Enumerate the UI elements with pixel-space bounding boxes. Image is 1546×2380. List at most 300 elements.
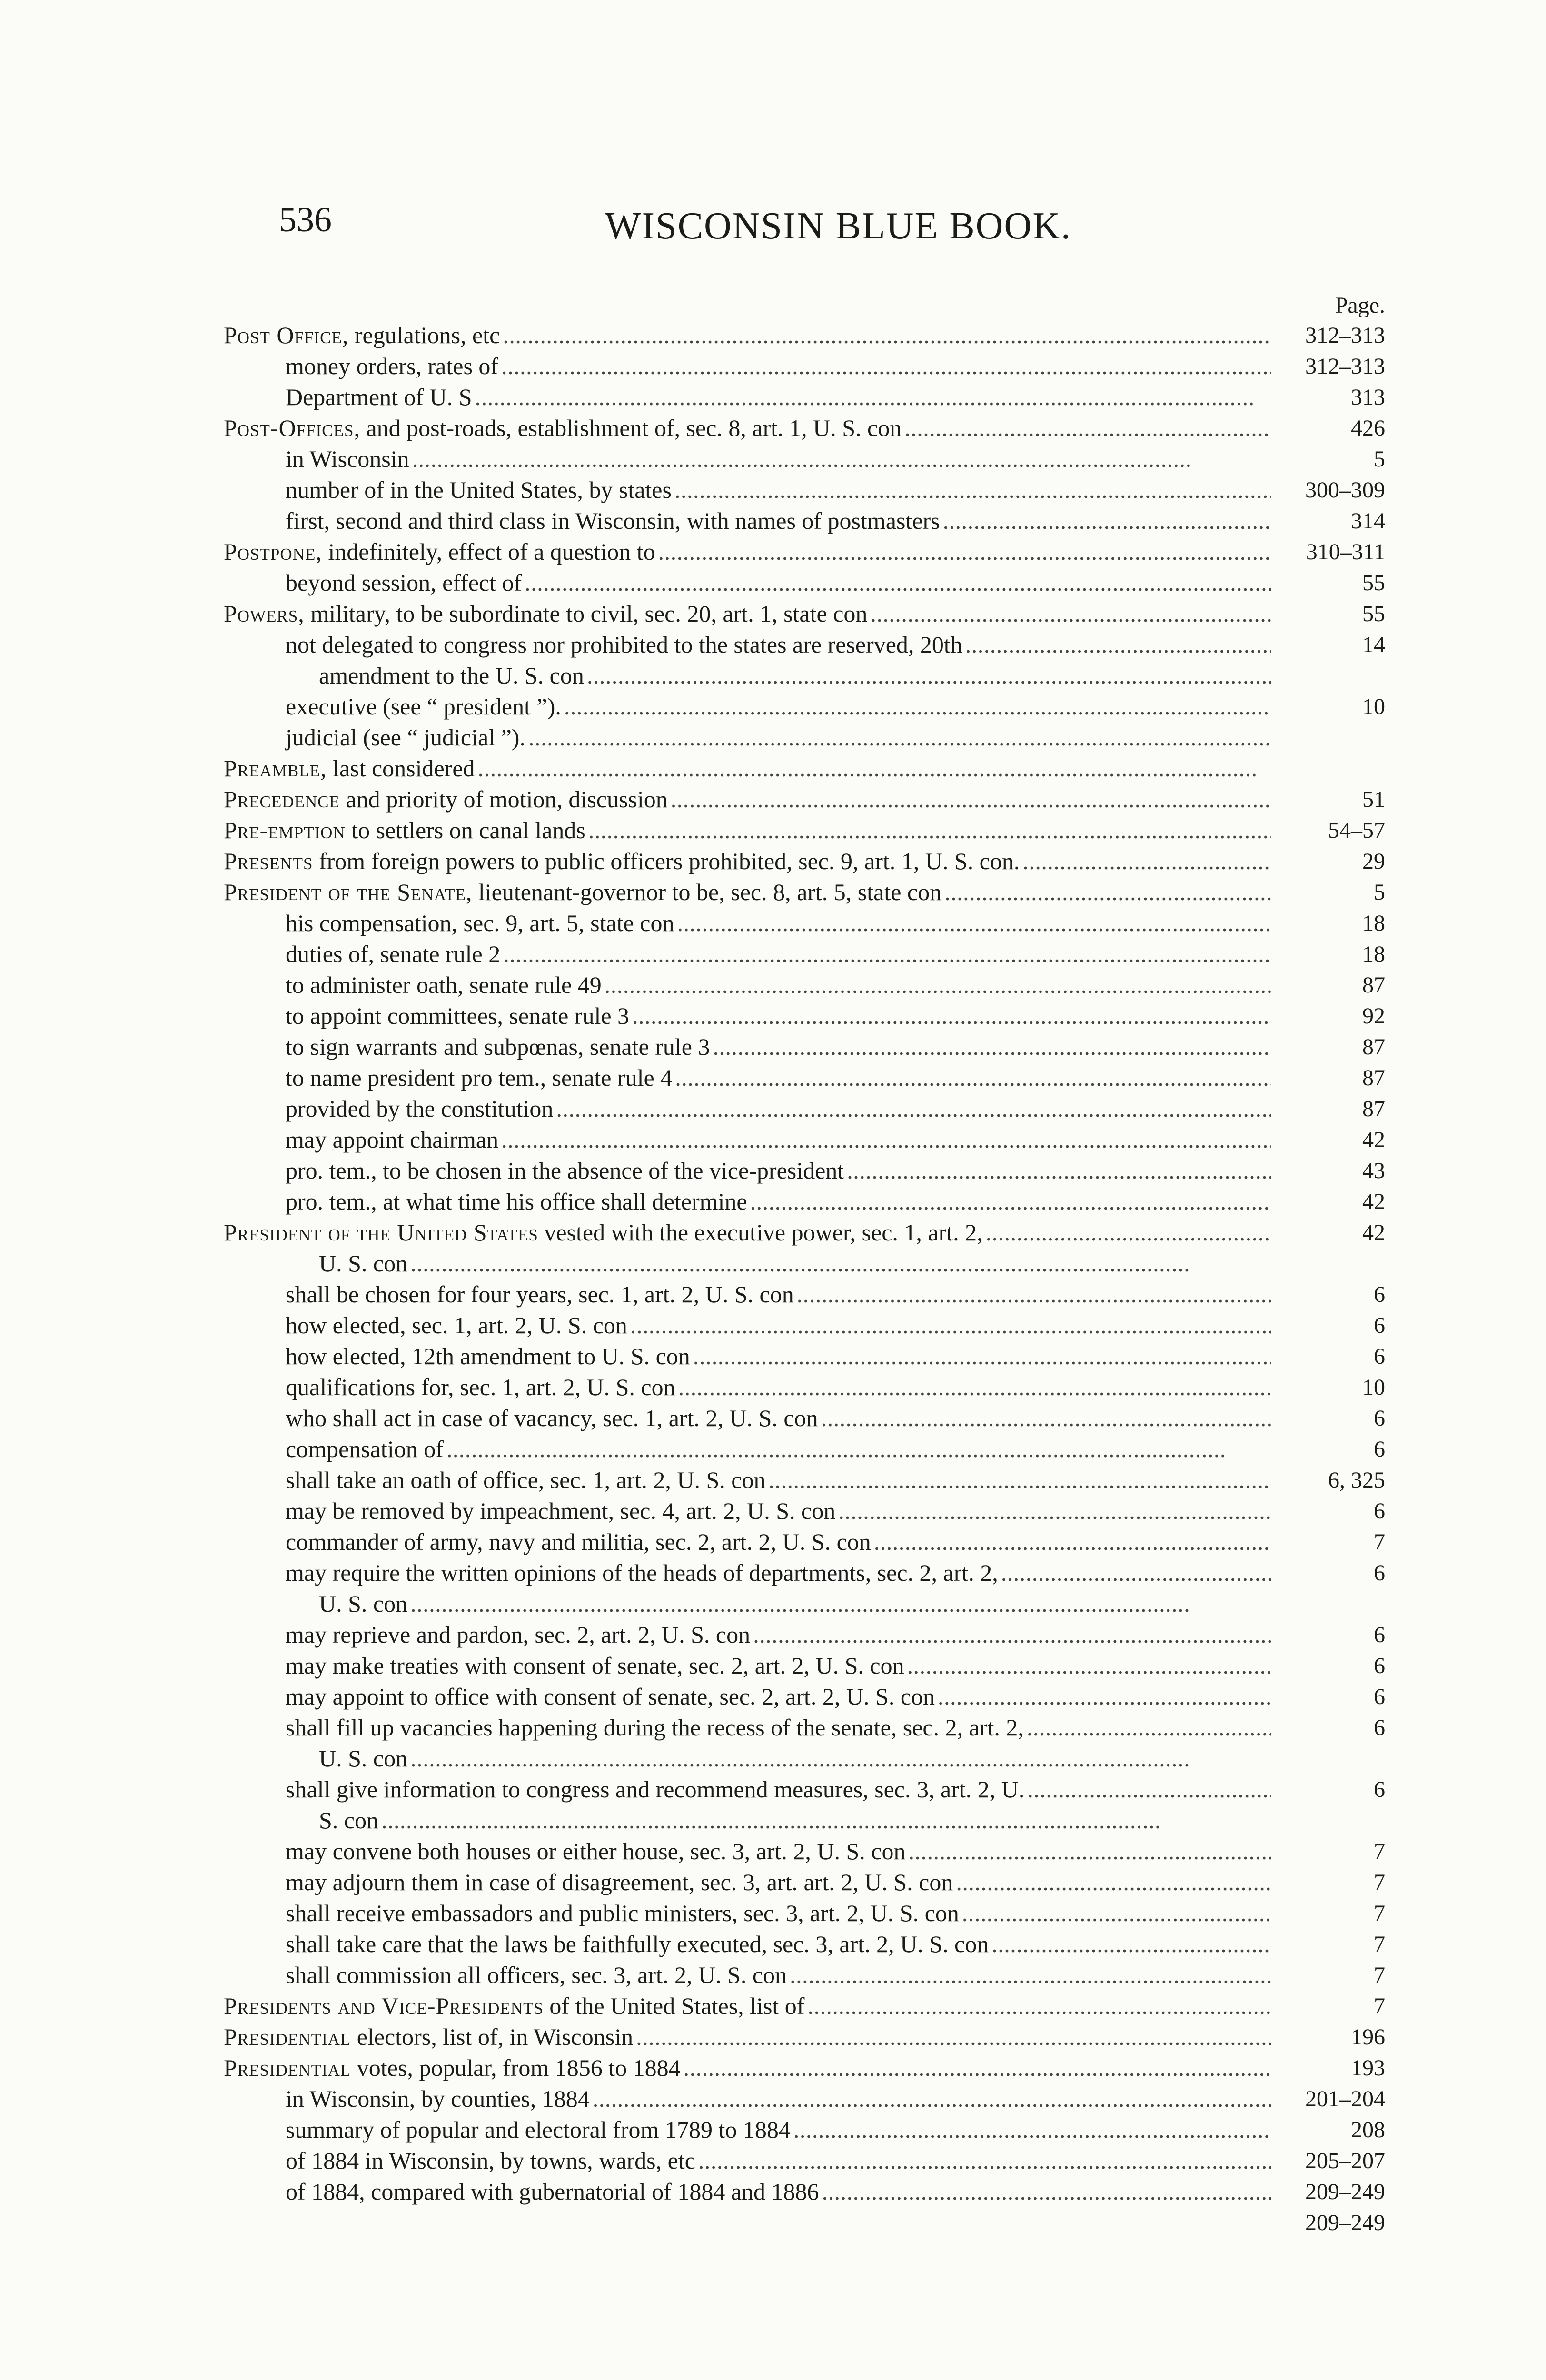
- leader-dots: [1020, 846, 1271, 877]
- index-subject: shall receive embassadors and public ministers, sec. 3, art. 2, U. S. con: [286, 1900, 959, 1926]
- page-reference: 54–57: [1328, 818, 1385, 843]
- leader-dots: [672, 1062, 1271, 1093]
- page-reference: 51: [1362, 787, 1385, 812]
- index-entry: [224, 1001, 1385, 1031]
- page-reference: 312–313: [1305, 323, 1385, 348]
- page-reference: 42: [1362, 1189, 1385, 1214]
- index-subject: may convene both houses or either house, sec. 3, art. 2, U. S. con: [286, 1838, 906, 1864]
- page-reference: 7: [1374, 1932, 1385, 1957]
- leader-dots: [1024, 1712, 1271, 1743]
- leader-dots: [584, 660, 1271, 691]
- page-reference: 6: [1374, 1777, 1385, 1802]
- page-reference: 6: [1374, 1437, 1385, 1462]
- page-reference: 313: [1351, 385, 1385, 410]
- page-reference: 6: [1374, 1313, 1385, 1338]
- index-entry-text: [224, 629, 1271, 660]
- index-subject: judicial (see “ judicial ”).: [286, 724, 525, 751]
- leader-dots: [522, 567, 1271, 598]
- page-reference: 196: [1351, 2024, 1385, 2050]
- index-entry: [224, 2022, 1385, 2053]
- leader-dots: [871, 1527, 1271, 1557]
- index-subject: duties of, senate rule 2: [286, 941, 501, 967]
- index-entry-text: [224, 846, 1271, 877]
- index-entry-text: [224, 475, 1271, 506]
- index-subject: U. S. con: [319, 1745, 408, 1772]
- index-entry-text: [224, 1001, 1271, 1031]
- index-subject: may be removed by impeachment, sec. 4, art. 2, U. S. con: [286, 1497, 836, 1524]
- index-subject: may appoint chairman: [286, 1126, 499, 1153]
- page-reference: 208: [1351, 2117, 1385, 2142]
- index-entry-text: [224, 320, 1271, 351]
- index-subject: of 1884, compared with gubernatorial of 1884 and 1886: [286, 2178, 819, 2205]
- index-subject: from foreign powers to public officers prohibited, sec. 9, art. 1, U. S. con.: [313, 848, 1020, 874]
- index-entry: [224, 815, 1385, 846]
- index-entry: [224, 2176, 1385, 2207]
- index-entry-text: [224, 1217, 1271, 1248]
- page-reference: 42: [1362, 1220, 1385, 1245]
- index-entry: [224, 1557, 1385, 1588]
- index-entry: [224, 2083, 1385, 2114]
- index-entry: [224, 1929, 1385, 1960]
- leader-dots: [941, 877, 1271, 908]
- leader-dots: [989, 1929, 1271, 1960]
- index-entry-text: [224, 1805, 1271, 1836]
- page-reference: 87: [1362, 1034, 1385, 1060]
- index-subject: vested with the executive power, sec. 1, art. 2,: [538, 1219, 983, 1246]
- leader-dots: [804, 1991, 1271, 2022]
- leader-dots: [818, 1403, 1271, 1434]
- index-entry-text: [224, 2145, 1271, 2176]
- leader-dots: [835, 1496, 1271, 1527]
- index-subject: of the United States, list of: [543, 1993, 805, 2019]
- page-reference: 5: [1374, 880, 1385, 905]
- index-entry: [224, 1712, 1385, 1743]
- index-entry: [224, 753, 1385, 784]
- column-header-row: [224, 291, 1385, 320]
- index-entry: [224, 970, 1385, 1001]
- index-entry-text: [224, 691, 1271, 722]
- index-subject: lieutenant-governor to be, sec. 8, art. 5, state con: [472, 879, 942, 905]
- index-entry-text: [224, 1898, 1271, 1929]
- page-reference: 14: [1362, 632, 1385, 657]
- index-entry: [224, 1031, 1385, 1062]
- index-list: [224, 291, 1385, 2238]
- index-entry-text: [224, 970, 1271, 1001]
- index-entry-text: [224, 2176, 1271, 2207]
- index-subject: of 1884 in Wisconsin, by towns, wards, etc: [286, 2147, 695, 2174]
- index-entry: [224, 1062, 1385, 1093]
- index-subject: compensation of: [286, 1436, 444, 1462]
- index-entry: [224, 382, 1385, 413]
- index-entry: [224, 1434, 1385, 1465]
- book-title: WISCONSIN BLUE BOOK.: [605, 205, 1071, 247]
- index-entry: [224, 908, 1385, 939]
- index-heading: Post Office,: [224, 322, 349, 348]
- index-subject: shall give information to congress and recommend measures, sec. 3, art. 2, U.: [286, 1776, 1025, 1803]
- index-entry: [224, 1124, 1385, 1155]
- index-entry-text: [224, 1124, 1271, 1155]
- leader-dots: [905, 1836, 1271, 1867]
- index-heading: Preamble,: [224, 755, 327, 782]
- page-reference: 55: [1362, 601, 1385, 626]
- index-entry-text: [224, 2114, 1271, 2145]
- index-subject: regulations, etc: [348, 322, 500, 348]
- index-entry-text: [224, 444, 1271, 475]
- index-subject: Department of U. S: [286, 384, 472, 410]
- leader-dots: [904, 1650, 1271, 1681]
- leader-dots: [681, 2053, 1271, 2083]
- page-reference: 87: [1362, 1096, 1385, 1121]
- index-entry: [224, 2053, 1385, 2083]
- leader-dots: [655, 536, 1271, 567]
- leader-dots: [378, 1805, 1271, 1836]
- index-entry: [224, 1527, 1385, 1557]
- page-reference: 87: [1362, 972, 1385, 998]
- index-heading: President of the United States: [224, 1219, 538, 1246]
- index-entry: [224, 2207, 1385, 2238]
- page-header: [279, 195, 1397, 267]
- index-entry-text: [224, 536, 1271, 567]
- index-entry: [224, 1217, 1385, 1248]
- index-entry: [224, 1836, 1385, 1867]
- index-entry: [224, 722, 1385, 753]
- index-entry-text: [224, 1372, 1271, 1403]
- index-subject: money orders, rates of: [286, 353, 499, 379]
- page-reference: 18: [1362, 942, 1385, 967]
- index-subject: first, second and third class in Wisconsin, with names of postmasters: [286, 507, 940, 534]
- index-entry-text: [224, 1681, 1271, 1712]
- index-entry-text: [224, 1588, 1271, 1619]
- leader-dots: [953, 1867, 1271, 1898]
- index-subject: to appoint committees, senate rule 3: [286, 1002, 630, 1029]
- index-entry-text: [224, 506, 1271, 536]
- index-entry-text: [224, 1310, 1271, 1341]
- index-entry: [224, 1898, 1385, 1929]
- index-entry: [224, 1805, 1385, 1836]
- index-subject: provided by the constitution: [286, 1095, 554, 1122]
- index-entry: [224, 1867, 1385, 1898]
- page-reference: 6, 325: [1328, 1468, 1385, 1493]
- page-reference: 10: [1362, 694, 1385, 719]
- leader-dots: [407, 1248, 1271, 1279]
- leader-dots: [935, 1681, 1271, 1712]
- index-entry: [224, 1619, 1385, 1650]
- index-entry: [224, 1248, 1385, 1279]
- page-reference: 6: [1374, 1406, 1385, 1431]
- index-entry: [224, 1681, 1385, 1712]
- index-entry-text: [224, 1496, 1271, 1527]
- index-subject: last considered: [327, 755, 475, 782]
- index-heading: Presidential: [224, 2054, 351, 2081]
- leader-dots: [407, 1743, 1271, 1774]
- index-subject: may appoint to office with consent of senate, sec. 2, art. 2, U. S. con: [286, 1683, 935, 1710]
- index-entry: [224, 1186, 1385, 1217]
- leader-dots: [525, 722, 1271, 753]
- leader-dots: [407, 1588, 1271, 1619]
- leader-dots: [747, 1186, 1271, 1217]
- index-entry-text: [224, 815, 1271, 846]
- index-subject: to settlers on canal lands: [345, 817, 585, 843]
- leader-dots: [498, 351, 1271, 382]
- leader-dots: [674, 908, 1271, 939]
- index-entry-text: [224, 1062, 1271, 1093]
- index-subject: beyond session, effect of: [286, 569, 522, 596]
- leader-dots: [475, 753, 1271, 784]
- index-entry: [224, 598, 1385, 629]
- index-subject: shall take care that the laws be faithfully executed, sec. 3, art. 2, U. S. con: [286, 1931, 989, 1957]
- index-subject: S. con: [319, 1807, 378, 1834]
- index-subject: executive (see “ president ”).: [286, 693, 561, 720]
- leader-dots: [902, 413, 1271, 444]
- index-heading: Presidents and Vice-Presidents: [224, 1993, 544, 2019]
- index-entry: [224, 536, 1385, 567]
- page-reference: 7: [1374, 1901, 1385, 1926]
- index-entry-text: [224, 1527, 1271, 1557]
- leader-dots: [561, 691, 1271, 722]
- index-entry-text: [224, 1186, 1271, 1217]
- page-reference: 6: [1374, 1715, 1385, 1740]
- leader-dots: [710, 1031, 1271, 1062]
- index-subject: summary of popular and electoral from 1789 to 1884: [286, 2116, 791, 2143]
- index-entry: [224, 2145, 1385, 2176]
- index-subject: who shall act in case of vacancy, sec. 1, art. 2, U. S. con: [286, 1405, 818, 1431]
- index-entry-text: [224, 351, 1271, 382]
- index-entry: [224, 1774, 1385, 1805]
- index-entry-text: [224, 1031, 1271, 1062]
- index-entry-text: [224, 1650, 1271, 1681]
- page-reference: 18: [1362, 911, 1385, 936]
- page-reference: 201–204: [1305, 2086, 1385, 2112]
- page-reference: 6: [1374, 1282, 1385, 1307]
- index-entry: [224, 1496, 1385, 1527]
- index-entry: [224, 567, 1385, 598]
- index-subject: to name president pro tem., senate rule 4: [286, 1064, 673, 1091]
- page-reference: 92: [1362, 1003, 1385, 1029]
- index-subject: may reprieve and pardon, sec. 2, art. 2, U. S. con: [286, 1621, 751, 1648]
- leader-dots: [498, 1124, 1271, 1155]
- index-subject: how elected, sec. 1, art. 2, U. S. con: [286, 1312, 627, 1339]
- page-reference: 42: [1362, 1127, 1385, 1152]
- index-subject: may require the written opinions of the heads of departments, sec. 2, art. 2,: [286, 1559, 998, 1586]
- index-entry-text: [224, 722, 1271, 753]
- index-entry-text: [224, 1960, 1271, 1991]
- page-reference: 314: [1351, 508, 1385, 534]
- index-entry: [224, 475, 1385, 506]
- page-reference: 300–309: [1305, 477, 1385, 503]
- page-reference: 6: [1374, 1653, 1385, 1678]
- index-entry: [224, 877, 1385, 908]
- index-entry: [224, 1279, 1385, 1310]
- index-entry: [224, 2114, 1385, 2145]
- index-entry-text: [224, 908, 1271, 939]
- index-subject: number of in the United States, by states: [286, 476, 672, 503]
- leader-dots: [695, 2145, 1271, 2176]
- leader-dots: [585, 815, 1271, 846]
- index-subject: U. S. con: [319, 1250, 408, 1277]
- leader-dots: [633, 2022, 1271, 2053]
- index-entry: [224, 1403, 1385, 1434]
- page-reference: 6: [1374, 1622, 1385, 1647]
- index-entry-text: [224, 1403, 1271, 1434]
- index-entry: [224, 1588, 1385, 1619]
- page-reference: 5: [1374, 446, 1385, 472]
- index-entry: [224, 320, 1385, 351]
- leader-dots: [675, 1372, 1271, 1403]
- index-entry: [224, 660, 1385, 691]
- index-entry-text: [224, 1867, 1271, 1898]
- leader-dots: [750, 1619, 1271, 1650]
- index-heading: Powers,: [224, 600, 305, 627]
- index-subject: may adjourn them in case of disagreement, sec. 3, art. art. 2, U. S. con: [286, 1869, 953, 1895]
- index-heading: Pre-emption: [224, 817, 346, 843]
- page-reference: 205–207: [1305, 2148, 1385, 2173]
- leader-dots: [444, 1434, 1271, 1465]
- index-entry-text: [224, 1619, 1271, 1650]
- leader-dots: [844, 1155, 1271, 1186]
- leader-dots: [500, 320, 1271, 351]
- index-entry-text: [224, 1991, 1271, 2022]
- index-entry-text: [224, 753, 1271, 784]
- index-subject: in Wisconsin, by counties, 1884: [286, 2085, 590, 2112]
- index-entry-text: [224, 567, 1271, 598]
- page-reference: 7: [1374, 1870, 1385, 1895]
- index-entry: [224, 1650, 1385, 1681]
- index-entry: [224, 1093, 1385, 1124]
- leader-dots: [794, 1279, 1271, 1310]
- index-entry: [224, 939, 1385, 970]
- index-entry-text: [224, 413, 1271, 444]
- page-reference: 87: [1362, 1065, 1385, 1091]
- leader-dots: [668, 784, 1271, 815]
- index-entry-text: [224, 1712, 1271, 1743]
- page-number: 536: [279, 200, 332, 239]
- leader-dots: [867, 598, 1271, 629]
- index-heading: Precedence: [224, 786, 340, 813]
- index-entry: [224, 1960, 1385, 1991]
- index-entry-text: [224, 1248, 1271, 1279]
- index-entry: [224, 413, 1385, 444]
- index-subject: amendment to the U. S. con: [319, 662, 584, 689]
- leader-dots: [500, 939, 1271, 970]
- leader-dots: [672, 475, 1271, 506]
- index-entry-text: [224, 1093, 1271, 1124]
- page-reference: 6: [1374, 1498, 1385, 1524]
- index-heading: Presents: [224, 848, 313, 874]
- index-subject: not delegated to congress nor prohibited to the states are reserved, 20th: [286, 631, 962, 658]
- leader-dots: [819, 2176, 1271, 2207]
- page-reference: 7: [1374, 1963, 1385, 1988]
- leader-dots: [998, 1557, 1271, 1588]
- page-reference: 55: [1362, 570, 1385, 595]
- index-entry: [224, 1341, 1385, 1372]
- page-reference: 209–249: [1305, 2210, 1385, 2235]
- index-entry: [224, 351, 1385, 382]
- index-subject: his compensation, sec. 9, art. 5, state con: [286, 910, 674, 936]
- leader-dots: [627, 1310, 1271, 1341]
- index-entry: [224, 691, 1385, 722]
- index-subject: qualifications for, sec. 1, art. 2, U. S. con: [286, 1374, 675, 1400]
- leader-dots: [690, 1341, 1271, 1372]
- leader-dots: [962, 629, 1271, 660]
- index-subject: indefinitely, effect of a question to: [322, 538, 655, 565]
- leader-dots: [1024, 1774, 1271, 1805]
- leader-dots: [766, 1465, 1271, 1496]
- index-entry-text: [224, 382, 1271, 413]
- page-reference: 10: [1362, 1375, 1385, 1400]
- index-subject: shall commission all officers, sec. 3, art. 2, U. S. con: [286, 1962, 787, 1988]
- index-heading: Post-Offices,: [224, 415, 360, 441]
- index-subject: and post-roads, establishment of, sec. 8, art. 1, U. S. con: [360, 415, 902, 441]
- index-entry-text: [224, 1341, 1271, 1372]
- index-heading: Presidential: [224, 2023, 351, 2050]
- index-entry-text: [224, 1465, 1271, 1496]
- leader-dots: [983, 1217, 1271, 1248]
- index-subject: military, to be subordinate to civil, sec. 20, art. 1, state con: [304, 600, 868, 627]
- index-heading: Postpone,: [224, 538, 322, 565]
- index-subject: in Wisconsin: [286, 446, 409, 472]
- index-subject: how elected, 12th amendment to U. S. con: [286, 1343, 690, 1369]
- page-reference: 426: [1351, 416, 1385, 441]
- index-entry-text: [224, 2022, 1271, 2053]
- leader-dots: [791, 2114, 1271, 2145]
- page-reference: 7: [1374, 1839, 1385, 1864]
- index-entry-text: [224, 1557, 1271, 1588]
- index-entry: [224, 444, 1385, 475]
- index-entry: [224, 629, 1385, 660]
- index-subject: shall be chosen for four years, sec. 1, art. 2, U. S. con: [286, 1281, 794, 1308]
- index-subject: shall fill up vacancies happening during the recess of the senate, sec. 2, art. 2,: [286, 1714, 1024, 1741]
- index-entry: [224, 1465, 1385, 1496]
- index-entry-text: [224, 1836, 1271, 1867]
- index-entry: [224, 1310, 1385, 1341]
- page-reference: 7: [1374, 1529, 1385, 1555]
- index-entry: [224, 1155, 1385, 1186]
- index-entry: [224, 846, 1385, 877]
- page-reference: 193: [1351, 2055, 1385, 2081]
- leader-dots: [940, 506, 1271, 536]
- index-entry: [224, 1991, 1385, 2022]
- leader-dots: [409, 444, 1271, 475]
- index-entry-text: [224, 1155, 1271, 1186]
- index-entry-text: [224, 2053, 1271, 2083]
- leader-dots: [959, 1898, 1271, 1929]
- leader-dots: [553, 1093, 1271, 1124]
- index-subject: to administer oath, senate rule 49: [286, 972, 602, 998]
- index-subject: to sign warrants and subpœnas, senate rule 3: [286, 1033, 710, 1060]
- index-entry-text: [224, 1279, 1271, 1310]
- page-column-label: Page.: [1335, 293, 1385, 318]
- index-entry-text: [224, 1743, 1271, 1774]
- index-subject: votes, popular, from 1856 to 1884: [351, 2054, 681, 2081]
- page-reference: 7: [1374, 1993, 1385, 2019]
- page-reference: 6: [1374, 1344, 1385, 1369]
- page-reference: 209–249: [1305, 2179, 1385, 2204]
- index-subject: commander of army, navy and militia, sec. 2, art. 2, U. S. con: [286, 1528, 871, 1555]
- index-entry-text: [224, 784, 1271, 815]
- index-entry-text: [224, 598, 1271, 629]
- index-entry-text: [224, 1929, 1271, 1960]
- leader-dots: [472, 382, 1271, 413]
- page-reference: 6: [1374, 1560, 1385, 1586]
- index-subject: may make treaties with consent of senate, sec. 2, art. 2, U. S. con: [286, 1652, 904, 1679]
- leader-dots: [590, 2083, 1271, 2114]
- page-reference: 29: [1362, 849, 1385, 874]
- index-subject: pro. tem., to be chosen in the absence of the vice-president: [286, 1157, 844, 1184]
- index-subject: U. S. con: [319, 1590, 408, 1617]
- index-subject: electors, list of, in Wisconsin: [351, 2023, 634, 2050]
- leader-dots: [787, 1960, 1271, 1991]
- index-entry: [224, 784, 1385, 815]
